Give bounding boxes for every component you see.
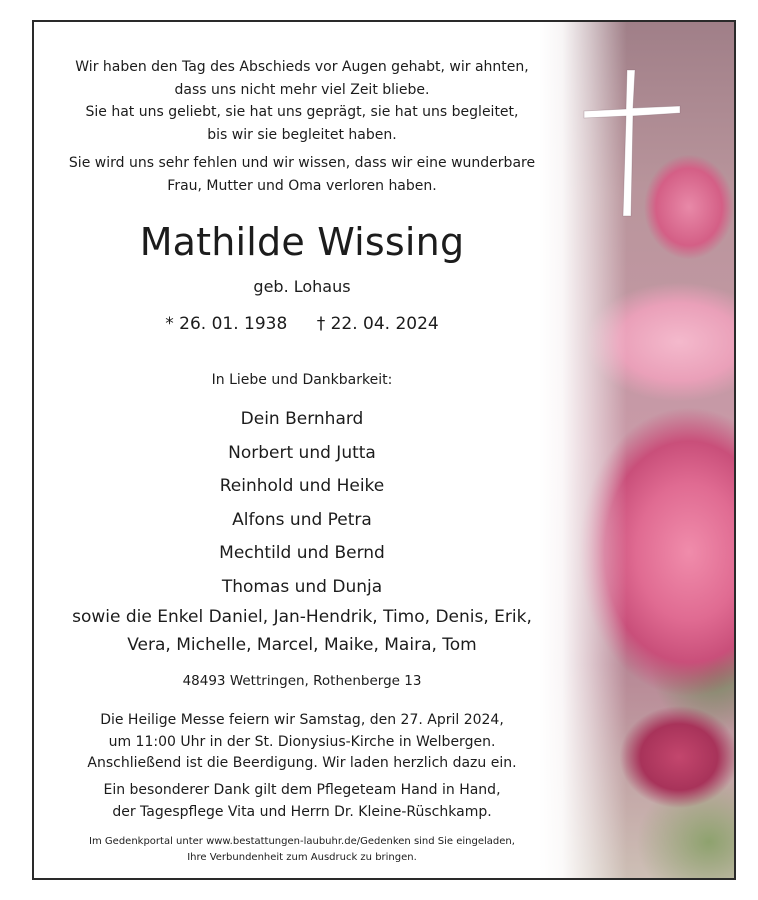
portal-line: Ihre Verbundenheit zum Ausdruck zu bringen. xyxy=(187,852,417,863)
service-info xyxy=(64,710,540,775)
service-line: Anschließend ist die Beerdigung. Wir laden herzlich dazu ein. xyxy=(87,755,517,771)
thanks-line: Ein besonderer Dank gilt dem Pflegeteam Hand in Hand, xyxy=(103,782,501,798)
death-date: † 22. 04. 2024 xyxy=(316,314,439,334)
portal-line: Im Gedenkportal unter www.bestattungen-laubuhr.de/Gedenken sind Sie eingeladen, xyxy=(89,836,515,847)
life-dates xyxy=(64,311,540,337)
special-thanks xyxy=(64,780,540,823)
cross-icon xyxy=(582,68,682,218)
grandchildren-line: Vera, Michelle, Marcel, Maike, Maira, Tom xyxy=(127,635,477,655)
document-sheet xyxy=(10,0,748,900)
gratitude-intro: In Liebe und Dankbarkeit: xyxy=(211,372,393,388)
birth-date: * 26. 01. 1938 xyxy=(165,314,288,334)
obituary-card xyxy=(32,20,736,880)
family-member: Thomas und Dunja xyxy=(221,576,383,597)
verse-block-2 xyxy=(64,152,540,197)
birth-name: geb. Lohaus xyxy=(253,277,351,296)
service-line: um 11:00 Uhr in der St. Dionysius-Kirche in Welbergen. xyxy=(108,733,496,750)
family-address: 48493 Wettringen, Rothenberge 13 xyxy=(182,673,422,689)
family-member: Norbert und Jutta xyxy=(228,442,376,463)
family-member: Alfons und Petra xyxy=(232,509,372,530)
verse-line: bis wir sie begleitet haben. xyxy=(207,126,397,143)
service-line: Die Heilige Messe feiern wir Samstag, den 27. April 2024, xyxy=(100,712,504,728)
family-list xyxy=(64,403,540,604)
family-member: Dein Bernhard xyxy=(240,409,364,429)
memorial-portal-note xyxy=(64,834,540,866)
deceased-name: Mathilde Wissing xyxy=(139,220,465,264)
grandchildren xyxy=(64,603,540,659)
verse-block xyxy=(64,56,540,146)
family-member: Mechtild und Bernd xyxy=(219,543,385,563)
verse-line: dass uns nicht mehr viel Zeit bliebe. xyxy=(174,81,430,98)
thanks-line: der Tagespflege Vita und Herrn Dr. Kleine-Rüschkamp. xyxy=(112,803,492,820)
page-edge-right xyxy=(748,0,758,900)
family-member: Reinhold und Heike xyxy=(219,476,385,496)
verse-line: Sie hat uns geliebt, sie hat uns geprägt, sie hat uns begleitet, xyxy=(85,104,519,120)
verse-line: Sie wird uns sehr fehlen und wir wissen, dass wir eine wunderbare xyxy=(68,155,536,171)
verse-line: Wir haben den Tag des Abschieds vor Augen gehabt, wir ahnten, xyxy=(75,59,529,75)
page-edge-left xyxy=(0,0,10,900)
grandchildren-line: sowie die Enkel Daniel, Jan-Hendrik, Timo, Denis, Erik, xyxy=(72,607,532,627)
verse-line: Frau, Mutter und Oma verloren haben. xyxy=(167,177,437,194)
